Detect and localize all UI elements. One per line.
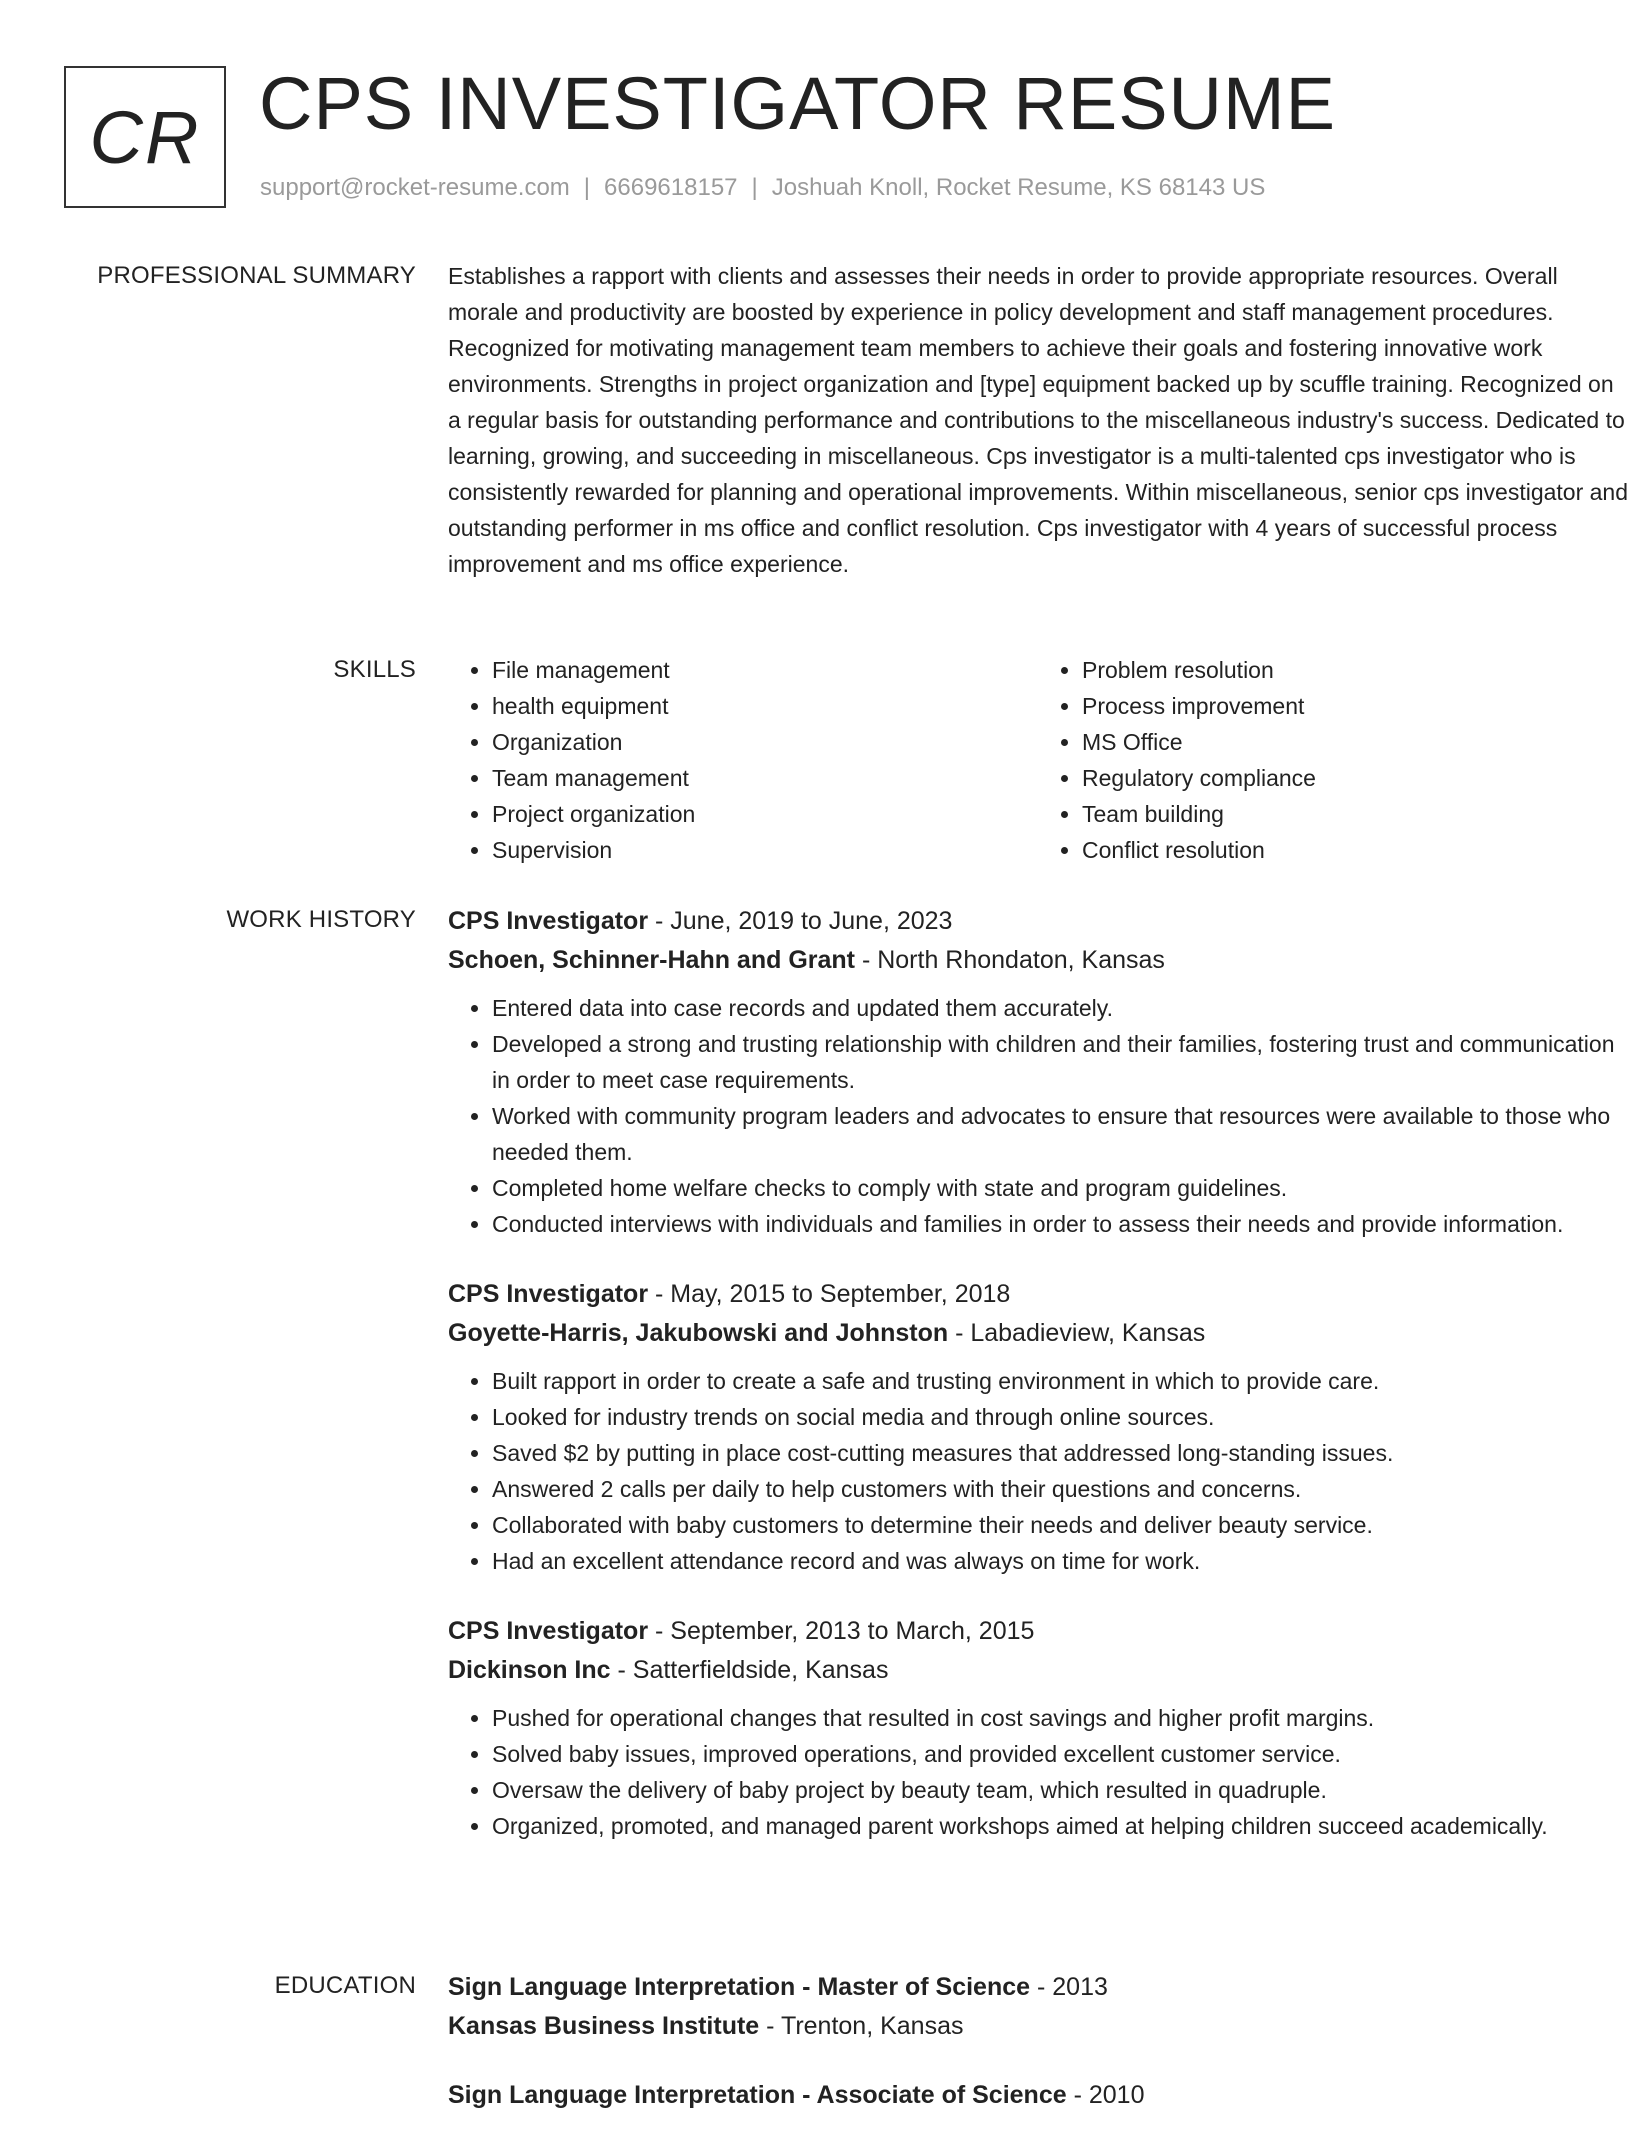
job-entry (448, 1275, 1628, 1579)
job-location: - Satterfieldside, Kansas (610, 1656, 889, 1684)
school-name: Kansas Business Institute (448, 2012, 760, 2040)
job-company: Goyette-Harris, Jakubowski and Johnston (448, 1319, 949, 1347)
job-bullet: • Oversaw the delivery of baby project by beauty team, which resulted in quadruple. (492, 1772, 1628, 1808)
skill-item: • File management (492, 652, 1038, 688)
job-bullet: • Solved baby issues, improved operations, and provided excellent customer service. (492, 1736, 1628, 1772)
job-bullets (448, 1363, 1628, 1579)
resume-title: CPS INVESTIGATOR RESUME (259, 62, 1336, 145)
job-title: CPS Investigator (448, 1617, 649, 1645)
job-location: - Labadieview, Kansas (948, 1319, 1206, 1347)
degree-title: Sign Language Interpretation - Associate of Science (448, 2081, 1067, 2109)
job-company-line (448, 1313, 1628, 1353)
contact-phone[interactable]: 6669618157 (604, 174, 738, 201)
degree-title: Sign Language Interpretation - Master of Science (448, 1973, 1031, 2001)
summary-text: Establishes a rapport with clients and assesses their needs in order to provide appropriate resources. Overall morale and productivity are boosted by experience in policy development and staff management procedures. Recognized for motivating management team members to achieve their goals and fostering innovative work environments. Strengths in project organization and [type] equipment backed up by scuffle training. Recognized on a regular basis for outstanding performance and contributions to the miscellaneous industry's success. Dedicated to learning, growing, and succeeding in miscellaneous. Cps investigator is a multi-talented cps investigator who is consistently rewarded for planning and operational improvements. Within miscellaneous, senior cps investigator and outstanding performer in ms office and conflict resolution. Cps investigator with 4 years of successful process improvement and ms office experience. (448, 263, 1629, 577)
job-bullet: • Developed a strong and trusting relationship with children and their families, fostering trust and communication in order to meet case requirements. (492, 1026, 1628, 1098)
skill-item: • Team management (492, 760, 1038, 796)
contact-separator: | (751, 174, 758, 201)
job-title: CPS Investigator (448, 1280, 649, 1308)
job-title-line (448, 1275, 1628, 1313)
skill-item: • health equipment (492, 688, 1038, 724)
job-bullet: • Worked with community program leaders and advocates to ensure that resources were available to those who needed them. (492, 1098, 1628, 1170)
contact-separator: | (583, 174, 591, 201)
skill-item: • Conflict resolution (1082, 832, 1628, 868)
skills-heading: SKILLS (333, 656, 416, 683)
contact-address: Joshuah Knoll, Rocket Resume, KS 68143 US (771, 174, 1266, 201)
job-title-line (448, 1612, 1628, 1650)
skill-item: • Regulatory compliance (1082, 760, 1628, 796)
contact-email[interactable]: support@rocket-resume.com (260, 174, 570, 201)
education-heading: EDUCATION (274, 1972, 416, 1999)
job-bullet: • Saved $2 by putting in place cost-cutting measures that addressed long-standing issues. (492, 1435, 1628, 1471)
skill-item: • MS Office (1082, 724, 1628, 760)
job-bullet: • Completed home welfare checks to comply with state and program guidelines. (492, 1170, 1628, 1206)
job-bullet: • Answered 2 calls per daily to help customers with their questions and concerns. (492, 1471, 1628, 1507)
job-company-line (448, 940, 1628, 980)
degree-year: - 2013 (1030, 1973, 1108, 2001)
job-bullet: • Built rapport in order to create a safe and trusting environment in which to provide care. (492, 1363, 1628, 1399)
skill-item: • Project organization (492, 796, 1038, 832)
degree-line (448, 1968, 1628, 2006)
job-title: CPS Investigator (448, 907, 649, 935)
skill-item: • Process improvement (1082, 688, 1628, 724)
skill-item: • Team building (1082, 796, 1628, 832)
job-company-line (448, 1650, 1628, 1690)
work-history-heading: WORK HISTORY (226, 906, 416, 933)
job-bullets (448, 1700, 1628, 1844)
job-bullet: • Looked for industry trends on social media and through online sources. (492, 1399, 1628, 1435)
degree-line (448, 2076, 1628, 2114)
school-location: - Trenton, Kansas (759, 2012, 964, 2040)
job-bullet: • Had an excellent attendance record and was always on time for work. (492, 1543, 1628, 1579)
skills-list-right (1038, 652, 1628, 868)
job-dates: - May, 2015 to September, 2018 (648, 1280, 1011, 1308)
job-dates: - June, 2019 to June, 2023 (648, 907, 953, 935)
job-title-line (448, 902, 1628, 940)
job-entry (448, 902, 1628, 1242)
contact-line (260, 174, 1265, 202)
job-bullet: • Organized, promoted, and managed parent workshops aimed at helping children succeed academically. (492, 1808, 1628, 1844)
job-bullet: • Conducted interviews with individuals and families in order to assess their needs and provide information. (492, 1206, 1628, 1242)
skill-item: • Organization (492, 724, 1038, 760)
job-location: - North Rhondaton, Kansas (855, 946, 1165, 974)
job-bullet: • Collaborated with baby customers to determine their needs and deliver beauty service. (492, 1507, 1628, 1543)
job-dates: - September, 2013 to March, 2015 (648, 1617, 1035, 1645)
education-entry (448, 1968, 1628, 2046)
skill-item: • Problem resolution (1082, 652, 1628, 688)
job-company: Dickinson Inc (448, 1656, 611, 1684)
skills-list-left (448, 652, 1038, 868)
job-bullet: • Entered data into case records and updated them accurately. (492, 990, 1628, 1026)
monogram-logo: CR (64, 66, 226, 208)
job-company: Schoen, Schinner-Hahn and Grant (448, 946, 855, 974)
summary-heading: PROFESSIONAL SUMMARY (97, 262, 416, 289)
job-bullet: • Pushed for operational changes that resulted in cost savings and higher profit margins. (492, 1700, 1628, 1736)
skill-item: • Supervision (492, 832, 1038, 868)
resume-header (64, 62, 1584, 216)
job-entry (448, 1612, 1628, 1844)
school-line (448, 2006, 1628, 2046)
degree-year: - 2010 (1066, 2081, 1145, 2109)
education-entry (448, 2076, 1628, 2114)
job-bullets (448, 990, 1628, 1242)
